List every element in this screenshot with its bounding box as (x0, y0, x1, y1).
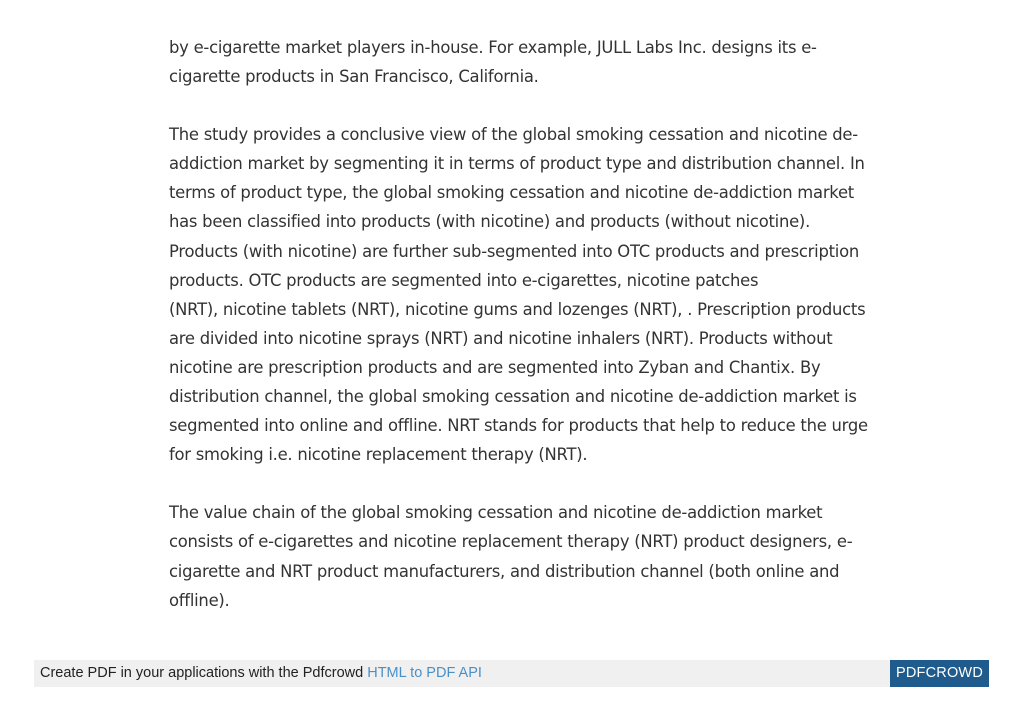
text-line: nicotine are prescription products and are segmented into Zyban and Chantix. By (169, 357, 821, 377)
text-line: segmented into online and offline. NRT stands for products that help to reduce the urge (169, 416, 868, 436)
text-line: The study provides a conclusive view of the global smoking cessation and nicotine de- (169, 125, 858, 145)
html-to-pdf-api-link[interactable]: HTML to PDF API (367, 665, 482, 681)
paragraph-2 (169, 120, 869, 469)
paragraph-1 (169, 33, 869, 91)
text-line: for smoking i.e. nicotine replacement therapy (NRT). (169, 445, 588, 465)
footer-text (40, 665, 482, 681)
footer-prefix: Create PDF in your applications with the Pdfcrowd (40, 665, 368, 681)
text-line: are divided into nicotine sprays (NRT) and nicotine inhalers (NRT). Products without (169, 328, 833, 348)
text-line: addiction market by segmenting it in terms of product type and distribution channel. In (169, 154, 865, 174)
text-line: cigarette and NRT product manufacturers, and distribution channel (both online and (169, 561, 840, 581)
text-line: Products (with nicotine) are further sub-segmented into OTC products and prescription (169, 241, 860, 261)
text-line: has been classified into products (with nicotine) and products (without nicotine). (169, 212, 811, 232)
paragraph-3 (169, 498, 869, 614)
text-line: terms of product type, the global smoking cessation and nicotine de-addiction market (169, 183, 854, 203)
pdfcrowd-badge[interactable]: PDFCROWD (890, 660, 989, 687)
text-line: consists of e-cigarettes and nicotine replacement therapy (NRT) product designers, e- (169, 532, 853, 552)
text-line: by e-cigarette market players in-house. For example, JULL Labs Inc. designs its e- (169, 38, 817, 57)
text-line: The value chain of the global smoking cessation and nicotine de-addiction market (169, 503, 823, 523)
text-line: (NRT), nicotine tablets (NRT), nicotine gums and lozenges (NRT), . Prescription products (169, 299, 866, 319)
text-line: offline). (169, 590, 230, 610)
document-body (169, 33, 869, 615)
text-line: cigarette products in San Francisco, California. (169, 67, 539, 87)
text-line: products. OTC products are segmented into e-cigarettes, nicotine patches (169, 270, 759, 290)
text-line: distribution channel, the global smoking cessation and nicotine de-addiction market is (169, 387, 857, 407)
pdfcrowd-footer-bar (34, 660, 989, 687)
